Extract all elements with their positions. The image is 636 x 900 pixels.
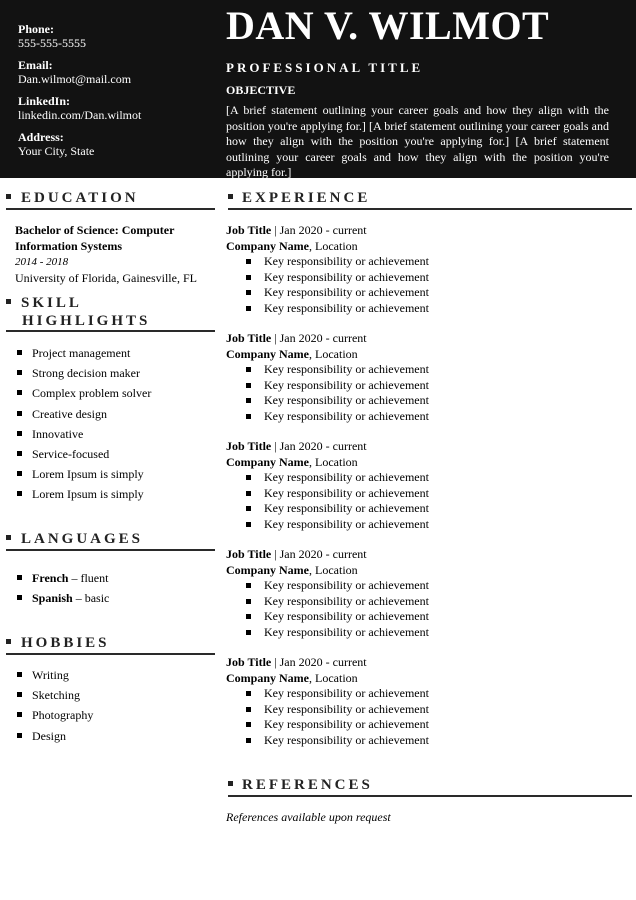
education-heading	[6, 189, 215, 210]
company-location: , Location	[309, 671, 358, 685]
list-item: Photography	[16, 708, 93, 728]
company-location: , Location	[309, 239, 358, 253]
heading-square-icon	[228, 781, 233, 786]
job-title-line	[226, 330, 626, 346]
education-years: 2014 - 2018	[15, 256, 69, 268]
job-dates: | Jan 2020 - current	[271, 223, 367, 237]
job-title-line	[226, 222, 626, 238]
phone-label: Phone:	[18, 22, 54, 36]
heading-square-icon	[228, 194, 233, 199]
job-bullets	[226, 470, 626, 532]
list-item: Key responsibility or achievement	[226, 378, 626, 394]
resume-header	[0, 0, 636, 178]
skills-heading	[6, 294, 215, 332]
list-item: Key responsibility or achievement	[226, 686, 626, 702]
company-name: Company Name	[226, 455, 309, 469]
list-item: Key responsibility or achievement	[226, 254, 626, 270]
professional-title: PROFESSIONAL TITLE	[226, 60, 424, 75]
list-item: Lorem Ipsum is simply	[16, 467, 151, 487]
address-group	[18, 130, 208, 158]
list-item: Key responsibility or achievement	[226, 409, 626, 425]
list-item: Creative design	[16, 407, 151, 427]
list-item: Lorem Ipsum is simply	[16, 487, 151, 507]
job-dates: | Jan 2020 - current	[271, 331, 367, 345]
job-dates: | Jan 2020 - current	[271, 655, 367, 669]
email-label: Email:	[18, 58, 53, 72]
candidate-name: DAN V. WILMOT	[226, 3, 550, 48]
languages-list	[16, 571, 109, 611]
hobbies-heading	[6, 634, 215, 655]
list-item: Key responsibility or achievement	[226, 717, 626, 733]
company-location: , Location	[309, 563, 358, 577]
job-title: Job Title	[226, 223, 272, 237]
objective-text: [A brief statement outlining your career goals and how they align with the position you're applying for.] [A brief statement outlining your career goals and how they align with the position you're applying for.] [A brief statement outlining your career goals and how they align with the position you're applying for.]	[226, 103, 609, 180]
references-heading	[228, 776, 632, 797]
list-item: Key responsibility or achievement	[226, 486, 626, 502]
company-name: Company Name	[226, 563, 309, 577]
linkedin-label: LinkedIn:	[18, 94, 71, 108]
list-item: Writing	[16, 668, 93, 688]
list-item	[16, 591, 109, 611]
list-item: Key responsibility or achievement	[226, 501, 626, 517]
list-item: Design	[16, 729, 93, 749]
list-item: Project management	[16, 346, 151, 366]
job-title: Job Title	[226, 331, 272, 345]
company-line	[226, 670, 626, 686]
list-item: Key responsibility or achievement	[226, 393, 626, 409]
list-item: Key responsibility or achievement	[226, 702, 626, 718]
list-item: Sketching	[16, 688, 93, 708]
list-item: Key responsibility or achievement	[226, 625, 626, 641]
skills-heading-text1: SKILL	[21, 295, 82, 311]
hobbies-heading-text: HOBBIES	[21, 635, 110, 651]
experience-heading-text: EXPERIENCE	[242, 190, 371, 206]
language-name: Spanish	[32, 591, 73, 606]
job-dates: | Jan 2020 - current	[271, 547, 367, 561]
job-entry	[226, 654, 626, 748]
company-line	[226, 562, 626, 578]
job-bullets	[226, 254, 626, 316]
list-item: Key responsibility or achievement	[226, 594, 626, 610]
skills-heading-text2: HIGHLIGHTS	[22, 313, 151, 329]
job-title: Job Title	[226, 439, 272, 453]
company-line	[226, 346, 626, 362]
contact-block	[18, 22, 208, 166]
job-entry	[226, 438, 626, 532]
phone-group	[18, 22, 208, 50]
education-degree: Bachelor of Science: Computer Information Systems	[15, 223, 175, 253]
list-item: Key responsibility or achievement	[226, 517, 626, 533]
company-line	[226, 454, 626, 470]
job-title-line	[226, 438, 626, 454]
job-title: Job Title	[226, 547, 272, 561]
address-value: Your City, State	[18, 144, 95, 158]
job-title-line	[226, 546, 626, 562]
list-item: Key responsibility or achievement	[226, 285, 626, 301]
list-item: Strong decision maker	[16, 366, 151, 386]
languages-heading	[6, 530, 215, 551]
education-entry	[15, 222, 215, 286]
phone-value: 555-555-5555	[18, 36, 86, 50]
hobbies-list	[16, 668, 93, 749]
heading-square-icon	[6, 639, 11, 644]
address-label: Address:	[18, 130, 64, 144]
skills-heading-line1	[6, 294, 215, 312]
company-location: , Location	[309, 455, 358, 469]
experience-heading	[228, 189, 632, 210]
company-name: Company Name	[226, 347, 309, 361]
list-item: Key responsibility or achievement	[226, 470, 626, 486]
job-bullets	[226, 686, 626, 748]
education-school: University of Florida, Gainesville, FL	[15, 271, 197, 285]
company-line	[226, 238, 626, 254]
references-text: References available upon request	[226, 810, 391, 824]
company-location: , Location	[309, 347, 358, 361]
linkedin-group	[18, 94, 208, 122]
language-level: – fluent	[68, 571, 109, 585]
list-item: Service-focused	[16, 447, 151, 467]
job-title: Job Title	[226, 655, 272, 669]
heading-square-icon	[6, 194, 11, 199]
objective-heading: OBJECTIVE	[226, 83, 296, 97]
email-value[interactable]: Dan.wilmot@mail.com	[18, 72, 132, 86]
references-heading-text: REFERENCES	[242, 777, 373, 793]
list-item	[16, 571, 109, 591]
list-item: Key responsibility or achievement	[226, 609, 626, 625]
heading-square-icon	[6, 299, 11, 304]
job-bullets	[226, 578, 626, 640]
job-entry	[226, 222, 626, 316]
list-item: Innovative	[16, 427, 151, 447]
job-dates: | Jan 2020 - current	[271, 439, 367, 453]
languages-heading-text: LANGUAGES	[21, 531, 144, 547]
list-item: Key responsibility or achievement	[226, 578, 626, 594]
list-item: Key responsibility or achievement	[226, 301, 626, 317]
heading-square-icon	[6, 535, 11, 540]
job-entry	[226, 546, 626, 640]
list-item: Key responsibility or achievement	[226, 270, 626, 286]
job-entry	[226, 330, 626, 424]
education-heading-text: EDUCATION	[21, 190, 139, 206]
company-name: Company Name	[226, 671, 309, 685]
language-name: French	[32, 571, 69, 585]
email-group	[18, 58, 208, 86]
job-bullets	[226, 362, 626, 424]
linkedin-value[interactable]: linkedin.com/Dan.wilmot	[18, 108, 142, 122]
company-name: Company Name	[226, 239, 309, 253]
list-item: Key responsibility or achievement	[226, 733, 626, 749]
list-item: Complex problem solver	[16, 386, 151, 406]
list-item: Key responsibility or achievement	[226, 362, 626, 378]
job-title-line	[226, 654, 626, 670]
language-level: – basic	[72, 591, 110, 606]
skills-list	[16, 346, 151, 508]
